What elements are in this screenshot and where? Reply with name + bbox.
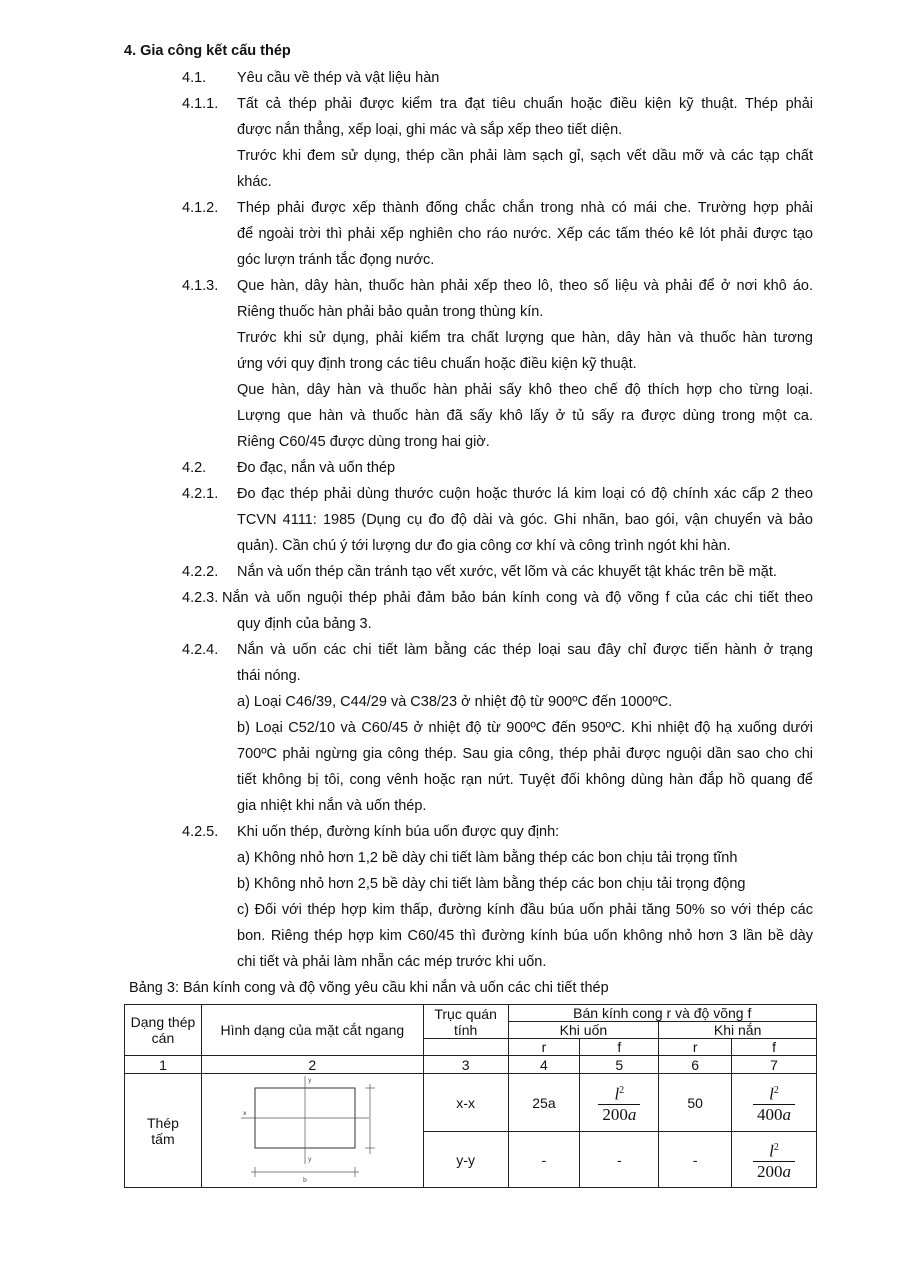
f-bend-cell bbox=[580, 1074, 659, 1132]
section-title: Đo đạc, nắn và uốn thép bbox=[237, 460, 396, 476]
header-f: f bbox=[580, 1039, 659, 1056]
paragraph-line: Trước khi sử dụng, phải kiểm tra chất lượng que hàn, dây hàn và thuốc hàn tương bbox=[237, 330, 813, 346]
paragraph-line: Que hàn, dây hàn và thuốc hàn phải sấy khô theo chế độ thích hợp cho từng loại. bbox=[237, 382, 813, 398]
paragraph-line: Lượng que hàn và thuốc hàn đã sấy khô lấy ở tủ sấy ra được dùng trong một ca. bbox=[237, 408, 813, 424]
deflection-fraction: $\frac{l^2}{200a}$ bbox=[753, 1138, 795, 1181]
paragraph-line: được nắn thẳng, xếp loại, ghi mác và sắp xếp theo tiết diện. bbox=[237, 122, 623, 138]
clause-number: 4.2.2. bbox=[182, 564, 219, 580]
column-number: 5 bbox=[580, 1056, 659, 1074]
paragraph-line: Nắn và uốn thép cần tránh tạo vết xước, vết lõm và các khuyết tật khác trên bề mặt. bbox=[237, 564, 777, 580]
paragraph-line: để ngoài trời thì phải xếp nghiên cho ráo nước. Xếp các tấm théo kê lót phải được tạo bbox=[237, 226, 813, 242]
column-number: 7 bbox=[732, 1056, 817, 1074]
f-straight-cell bbox=[732, 1132, 817, 1188]
clause-number: 4.1.2. bbox=[182, 200, 219, 216]
list-item: b) Loại C52/10 và C60/45 ở nhiệt độ từ 900ºC đến 950ºC. Khi nhiệt độ hạ xuống dưới bbox=[237, 720, 813, 736]
r-straight-cell: - bbox=[659, 1132, 732, 1188]
section-title: Yêu cầu về thép và vật liệu hàn bbox=[237, 70, 440, 86]
r-bend-cell: - bbox=[508, 1132, 580, 1188]
r-bend-cell: 25a bbox=[508, 1074, 580, 1132]
section-number: 4.1. bbox=[182, 70, 207, 86]
paragraph-line: Riêng thuốc hàn phải bảo quản trong thùng kín. bbox=[237, 304, 544, 320]
column-number: 3 bbox=[423, 1056, 508, 1074]
section-heading: 4. Gia công kết cấu thép bbox=[124, 43, 291, 59]
paragraph-line: TCVN 4111: 1985 (Dụng cụ đo độ dài và góc. Ghi nhãn, bao gói, vận chuyển và bảo bbox=[237, 512, 813, 528]
header-bending: Khi uốn bbox=[508, 1022, 659, 1039]
section-number: 4.2. bbox=[182, 460, 207, 476]
bending-table bbox=[124, 1004, 817, 1188]
column-number: 1 bbox=[125, 1056, 202, 1074]
header-straightening: Khi nắn bbox=[659, 1022, 817, 1039]
paragraph-line: Nắn và uốn nguội thép phải đảm bảo bán kính cong và độ võng f của các chi tiết theo bbox=[222, 590, 813, 606]
paragraph-line: quản). Cần chú ý tới lượng dư đo gia công cơ khí và công trình ngót khi hàn. bbox=[237, 538, 731, 554]
paragraph-line: Nắn và uốn các chi tiết làm bằng các thép loại sau đây chỉ được tiến hành ở trạng bbox=[237, 642, 813, 658]
clause-number: 4.2.5. bbox=[182, 824, 219, 840]
list-item: c) Đối với thép hợp kim thấp, đường kính đầu búa uốn phải tăng 50% so với thép các bbox=[237, 902, 813, 918]
paragraph-line: Tất cả thép phải được kiểm tra đạt tiêu chuẩn hoặc điều kiện kỹ thuật. Thép phải bbox=[237, 96, 813, 112]
column-number: 4 bbox=[508, 1056, 580, 1074]
clause-number: 4.1.3. bbox=[182, 278, 219, 294]
deflection-fraction: $\frac{l^2}{400a}$ bbox=[753, 1081, 795, 1124]
axis-cell: y-y bbox=[423, 1132, 508, 1188]
row-steel-type: Thép tấm bbox=[125, 1074, 202, 1188]
clause-number: 4.2.4. bbox=[182, 642, 219, 658]
paragraph-line: góc lượn tránh tắc đọng nước. bbox=[237, 252, 435, 268]
paragraph-line: Đo đạc thép phải dùng thước cuộn hoặc thước lá kim loại có độ chính xác cấp 2 theo bbox=[237, 486, 813, 502]
header-shape: Hình dạng của mặt cắt ngang bbox=[201, 1005, 423, 1056]
paragraph-line: tiết không bị tôi, cong vênh hoặc rạn nứt. Tuyệt đối không dùng hàn đắp hồ quang để bbox=[237, 772, 813, 788]
paragraph-line: Trước khi đem sử dụng, thép cần phải làm sạch gỉ, sạch vết dầu mỡ và các tạp chất bbox=[237, 148, 813, 164]
diagram-label-y: y bbox=[308, 1077, 312, 1084]
paragraph-line: 700ºC phải ngừng gia công thép. Sau gia công, thép phải được nguội dần sao cho chi bbox=[237, 746, 813, 762]
r-straight-cell: 50 bbox=[659, 1074, 732, 1132]
paragraph-line: quy định của bảng 3. bbox=[237, 616, 372, 632]
header-f: f bbox=[732, 1039, 817, 1056]
f-bend-cell: - bbox=[580, 1132, 659, 1188]
paragraph-line: ứng với quy định trong các tiêu chuẩn hoặc điều kiện kỹ thuật. bbox=[237, 356, 637, 372]
paragraph-line: Khi uốn thép, đường kính búa uốn được quy định: bbox=[237, 824, 560, 840]
list-item: a) Loại C46/39, C44/29 và C38/23 ở nhiệt độ từ 900ºC đến 1000ºC. bbox=[237, 694, 673, 710]
header-axis: Trục quán tính bbox=[423, 1005, 508, 1039]
clause-number: 4.2.3. bbox=[182, 590, 219, 606]
deflection-fraction: $\frac{l^2}{200a}$ bbox=[598, 1081, 640, 1124]
axis-cell: x-x bbox=[423, 1074, 508, 1132]
paragraph-line: bon. Riêng thép hợp kim C60/45 thì đường kính búa uốn không nhỏ hơn 3 lần bề dày bbox=[237, 928, 813, 944]
paragraph-line: thái nóng. bbox=[237, 668, 301, 684]
header-steel-type: Dạng thép cán bbox=[125, 1005, 202, 1056]
paragraph-line: gia nhiệt khi nắn và uốn thép. bbox=[237, 798, 427, 814]
plate-cross-section-diagram bbox=[237, 1074, 387, 1184]
table-caption: Bảng 3: Bán kính cong và độ võng yêu cầu khi nắn và uốn các chi tiết thép bbox=[129, 980, 609, 996]
diagram-label-b: b bbox=[303, 1177, 308, 1184]
header-radius-deflection: Bán kính cong r và độ võng f bbox=[508, 1005, 816, 1022]
paragraph-line: Thép phải được xếp thành đống chắc chắn trong nhà có mái che. Trường hợp phải bbox=[237, 200, 813, 216]
paragraph-line: Que hàn, dây hàn, thuốc hàn phải xếp theo lô, theo số liệu và phải để ở nơi khô áo. bbox=[237, 278, 813, 294]
f-straight-cell bbox=[732, 1074, 817, 1132]
paragraph-line: khác. bbox=[237, 174, 272, 190]
diagram-label-x: x bbox=[243, 1110, 247, 1117]
header-axis-blank bbox=[423, 1039, 508, 1056]
column-number: 2 bbox=[201, 1056, 423, 1074]
paragraph-line: Riêng C60/45 được dùng trong hai giờ. bbox=[237, 434, 490, 450]
header-r: r bbox=[508, 1039, 580, 1056]
cross-section-cell bbox=[201, 1074, 423, 1188]
paragraph-line: chi tiết và phải làm nhẵn các mép trước khi uốn. bbox=[237, 954, 547, 970]
header-r: r bbox=[659, 1039, 732, 1056]
column-number: 6 bbox=[659, 1056, 732, 1074]
diagram-label-y: y bbox=[308, 1156, 312, 1163]
clause-number: 4.2.1. bbox=[182, 486, 219, 502]
list-item: b) Không nhỏ hơn 2,5 bề dày chi tiết làm bằng thép các bon chịu tải trọng động bbox=[237, 876, 746, 892]
list-item: a) Không nhỏ hơn 1,2 bề dày chi tiết làm bằng thép các bon chịu tải trọng tĩnh bbox=[237, 850, 738, 866]
clause-number: 4.1.1. bbox=[182, 96, 219, 112]
